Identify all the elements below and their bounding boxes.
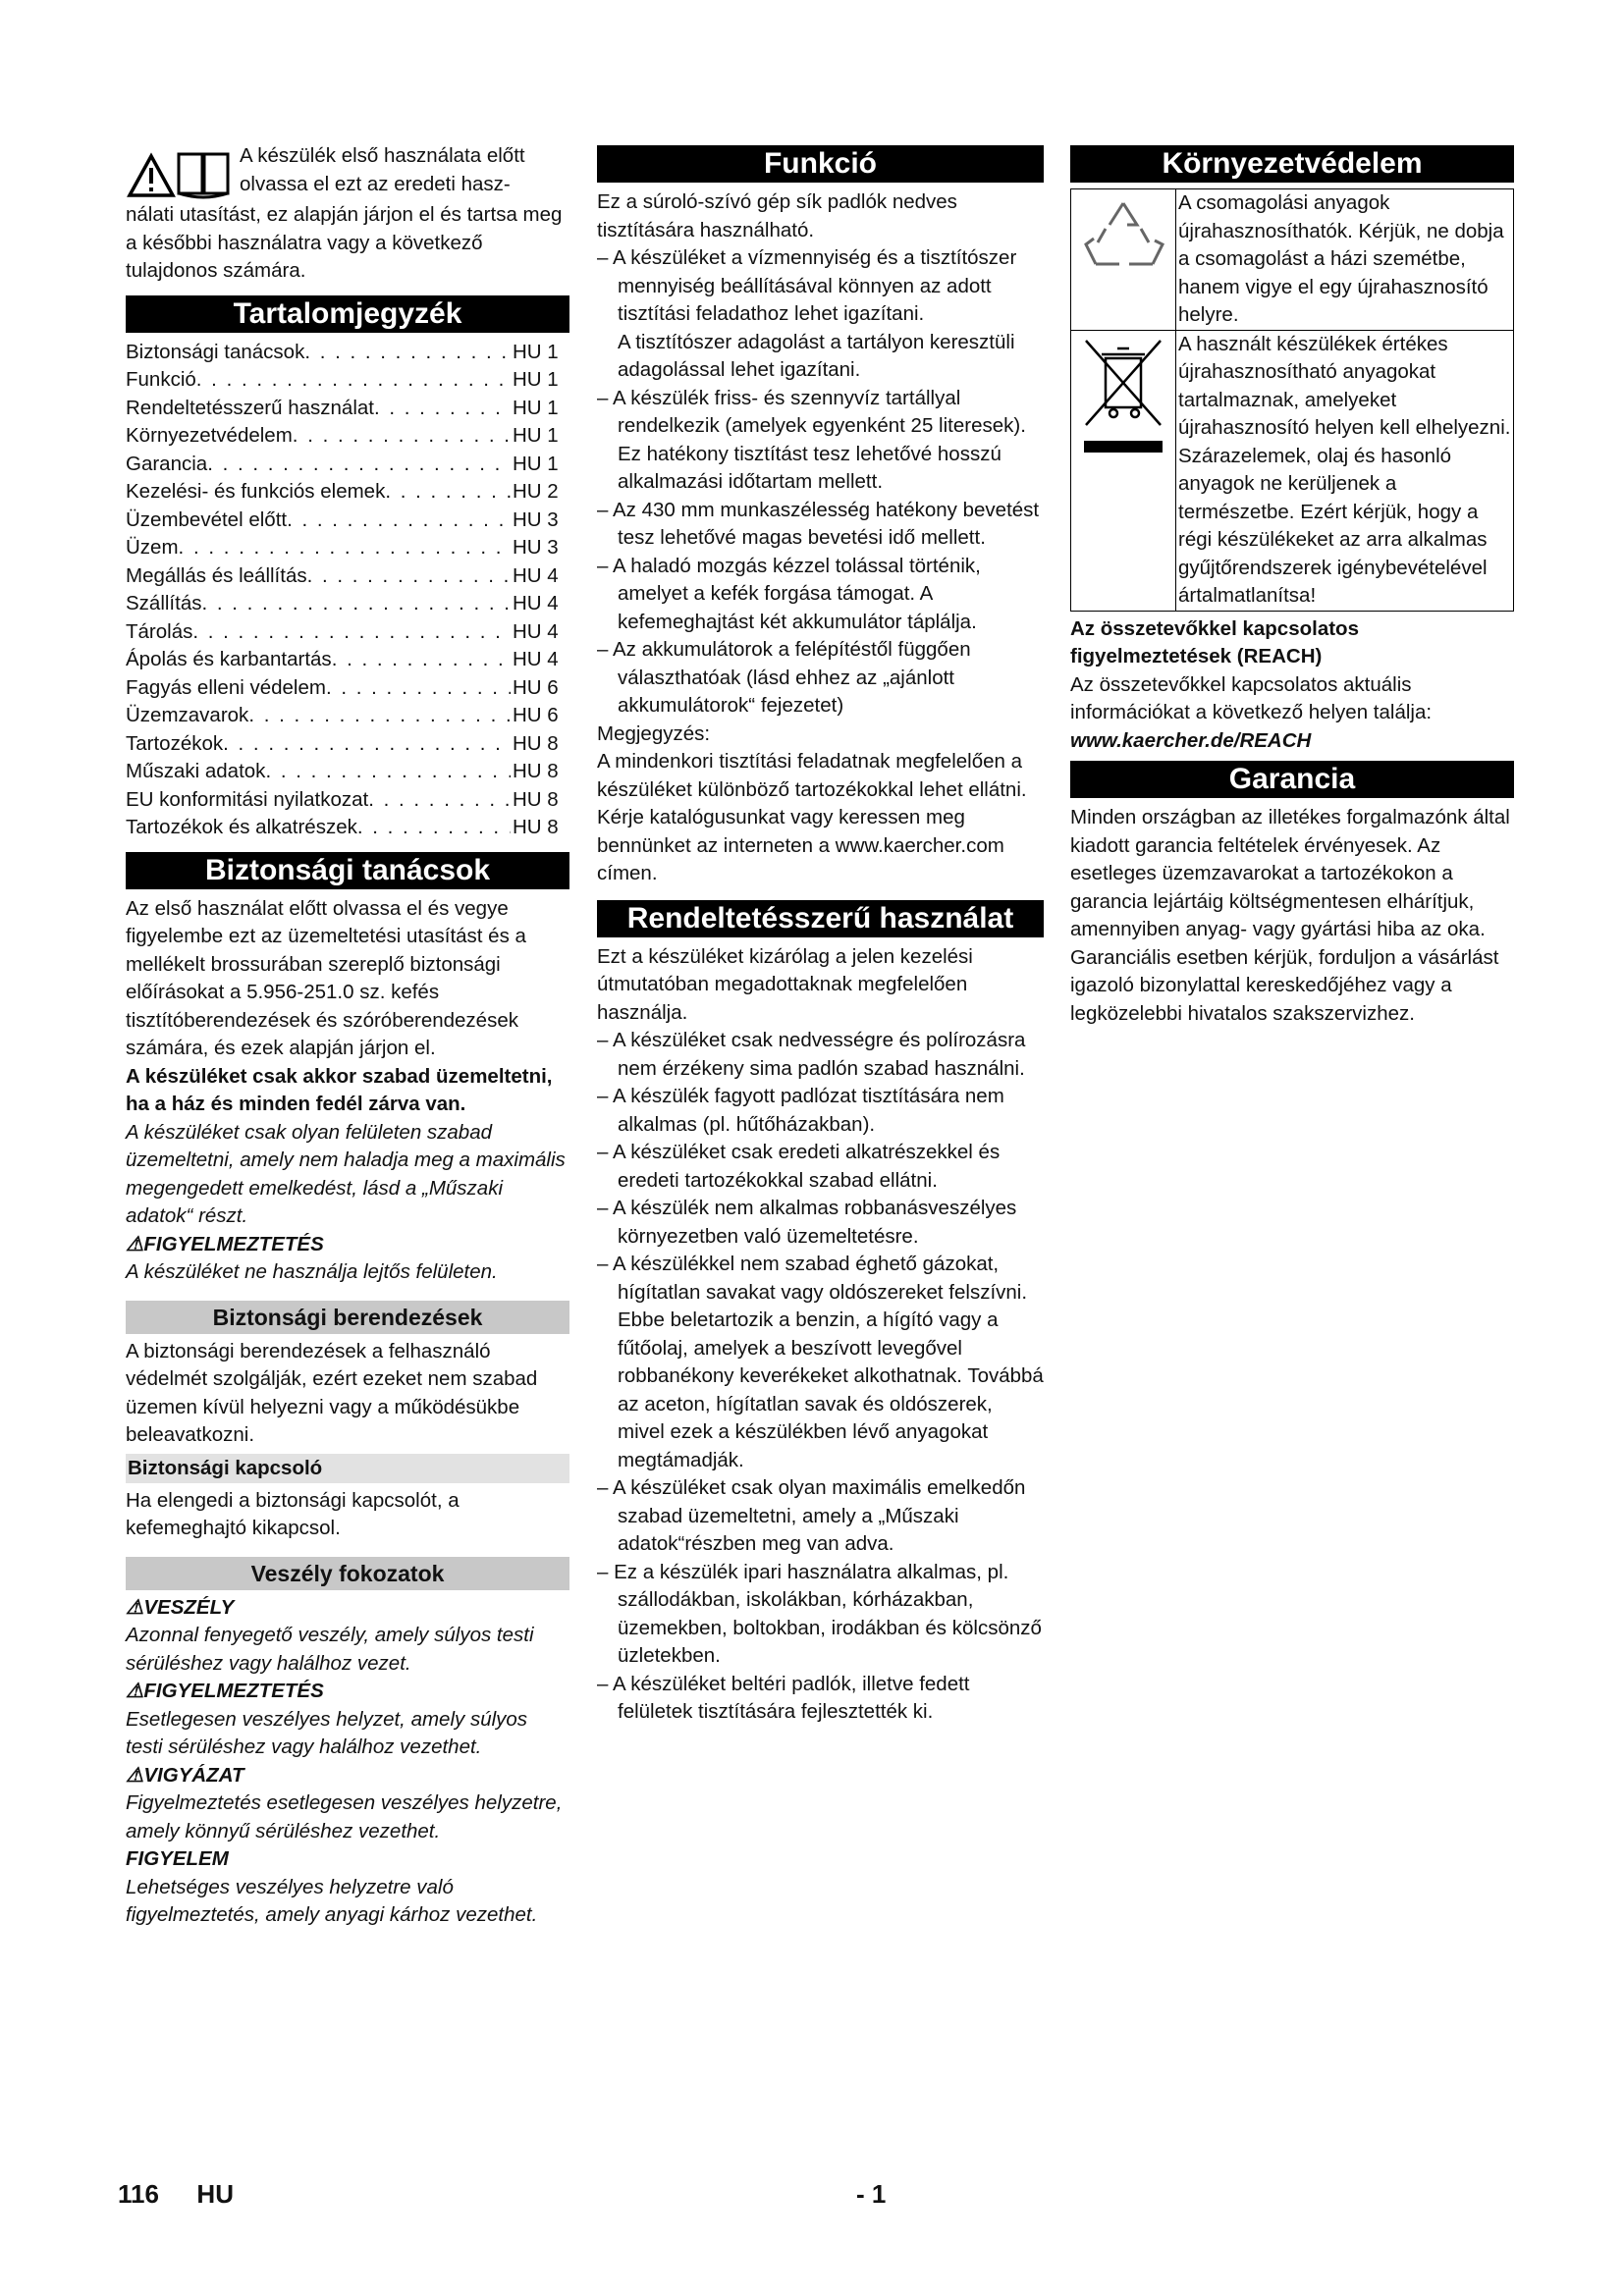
warranty-heading: Garancia: [1070, 761, 1514, 798]
danger-level-text: Azonnal fenyegető veszély, amely súlyos testi sérüléshez vagy halálhoz vezet.: [126, 1624, 534, 1675]
toc-leader: [223, 730, 511, 759]
list-item-text: A készüléket csak nedvességre és polírozásra nem érzékeny sima padlón szabad használni.: [612, 1029, 1026, 1080]
toc-item-page: HU 1: [513, 340, 559, 363]
danger-levels-heading: Veszély fokozatok: [126, 1557, 569, 1590]
danger-levels: [126, 1594, 569, 1930]
list-item: [597, 1559, 1044, 1671]
toc-item-page: HU 6: [513, 704, 559, 726]
toc-item[interactable]: [126, 702, 569, 730]
toc-item-title: EU konformitási nyilatkozat: [126, 787, 369, 811]
dash-bullet: –: [597, 1029, 613, 1051]
list-item: [597, 1195, 1044, 1251]
danger-level-label: ⚠VESZÉLY: [126, 1595, 235, 1619]
function-note-1: A mindenkori tisztítási feladatnak megfelelően a készüléket különböző tartozékokkal lehet ellátni.: [597, 750, 1027, 801]
list-item-text: Az akkumulátorok a felépítéstől függően választhatóak (lásd ehhez az „ajánlott akkumulátorok“ fejezetet): [612, 638, 971, 717]
toc-item-page: HU 4: [513, 592, 559, 614]
footer-page: [118, 2179, 234, 2210]
toc-item-page: HU 8: [513, 731, 559, 755]
toc-item[interactable]: [126, 366, 569, 395]
toc-leader: [287, 507, 511, 535]
dash-bullet: –: [597, 498, 613, 521]
toc-item-title: Tartozékok: [126, 731, 224, 755]
list-item: [597, 553, 1044, 637]
toc-leader: [196, 366, 511, 395]
toc-leader: [248, 702, 511, 730]
toc-heading: Tartalomjegyzék: [126, 295, 569, 333]
toc-item-title: Környezetvédelem: [126, 424, 293, 447]
toc-item[interactable]: [126, 507, 569, 535]
toc-item-page: HU 3: [513, 536, 559, 559]
toc-item-title: Ápolás és karbantartás: [126, 648, 332, 670]
list-item-text: A készüléket csak eredeti alkatrészekkel és eredeti tartozékokkal szabad ellátni.: [612, 1141, 1001, 1192]
toc-leader: [293, 422, 511, 451]
toc-item[interactable]: [126, 646, 569, 674]
toc-item-page: HU 1: [513, 368, 559, 391]
environment-table: [1070, 188, 1514, 612]
list-item-text: A készüléket csak olyan maximális emelkedőn szabad üzemeltetni, amely a „Műszaki adatok“részben meg van adva.: [612, 1476, 1026, 1555]
danger-level-text: Figyelmeztetés esetlegesen veszélyes helyzetre, amely könnyű sérüléshez vezethet.: [126, 1791, 563, 1842]
list-item-subtext: Ebbe beletartozik a benzin, a hígító vagy a fűtőolaj, amelyek a beszívott levegővel robbanékony keverékeket alkothatnak. Továbbá az aceton, hígítatlan savak és oldószerek, mivel ezek a készülékben lévő anyagokat megtámadják.: [618, 1308, 1044, 1471]
list-item: [597, 1139, 1044, 1195]
list-item: [597, 1474, 1044, 1559]
toc-item-page: HU 1: [513, 424, 559, 447]
toc-leader: [201, 590, 511, 618]
toc-item-page: HU 8: [513, 760, 559, 782]
warranty-text: Minden országban az illetékes forgalmazónk által kiadott garancia feltételek érvényesek. Az esetleges üzemzavarokat a tartozékokon a garancia lejártáig költségmentesen elhárítjuk, amennyiben anyag- vagy gyártási hiba az oka. Garanciális esetben kérjük, forduljon a vásárlást igazoló bizonylattal kereskedőjéhez vagy a legközelebbi hivatalos szakszervizhez.: [1070, 806, 1510, 1025]
danger-level-label: ⚠VIGYÁZAT: [126, 1763, 244, 1787]
intro-rest: nálati utasítást, ez alapján járjon el és tartsa meg a későbbi használatra vagy a következő tulajdonos számára.: [126, 203, 563, 282]
toc-leader: [326, 674, 511, 703]
list-item: [597, 1251, 1044, 1307]
safety-switch-heading: Biztonsági kapcsoló: [126, 1454, 569, 1483]
toc-leader: [385, 478, 511, 507]
danger-level-label: FIGYELEM: [126, 1847, 229, 1870]
intro: [126, 142, 569, 286]
intended-use-heading: Rendeltetésszerű használat: [597, 900, 1044, 937]
dash-bullet: –: [597, 554, 613, 577]
function-note-2: Kérje katalógusunkat vagy keressen meg bennünket az interneten a www.kaercher.com címen.: [597, 806, 1004, 884]
toc-item-title: Fagyás elleni védelem: [126, 675, 326, 699]
list-item: [597, 636, 1044, 721]
toc-leader: [179, 534, 511, 562]
toc-item-page: HU 4: [513, 563, 559, 587]
toc-leader: [374, 395, 511, 423]
safety-heading: Biztonsági tanácsok: [126, 852, 569, 889]
dash-bullet: –: [597, 1672, 613, 1695]
toc-item-title: Szállítás: [126, 592, 202, 614]
dash-bullet: –: [597, 1476, 613, 1499]
weee-text: A használt készülékek értékes újrahasznosítható anyagokat tartalmaznak, amelyeket újrahasznosító helyen kell elhelyezni. Szárazelemek, olaj és hasonló anyagok ne kerüljenek a természetbe. Ezért kérjük, hogy a régi készülékeket az arra alkalmas gyűjtőrendszerek igénybevételével ártalmatlanítsa!: [1176, 330, 1514, 611]
toc-item[interactable]: [126, 786, 569, 815]
list-item-text: A készüléket a vízmennyiség és a tisztítószer mennyiség beállításával könnyen az adott tisztítási feladathoz lehet igazítani.: [612, 246, 1017, 325]
danger-level-label: ⚠FIGYELMEZTETÉS: [126, 1680, 324, 1702]
function-note-label: Megjegyzés:: [597, 721, 711, 745]
safety-switch-text: Ha elengedi a biztonsági kapcsolót, a kefemeghajtó kikapcsol.: [126, 1488, 460, 1539]
safety-paragraph-1: Az első használat előtt olvassa el és vegye figyelembe ezt az üzemeltetési utasítást és a mellékelt brossurában szereplő biztonsági előírásokat a 5.956-251.0 sz. kefés tisztítóberendezések és szóróberendezések számára, és ezek alapján járjon el.: [126, 896, 526, 1059]
left-column: [126, 142, 569, 1930]
toc-item-title: Üzembevétel előtt: [126, 507, 288, 531]
function-heading: Funkció: [597, 145, 1044, 183]
toc-item-title: Megállás és leállítás: [126, 563, 307, 587]
dash-bullet: –: [597, 1141, 613, 1163]
intro-line-1: A készülék első használata előtt: [240, 144, 525, 167]
toc-item-title: Tartozékok és alkatrészek: [126, 816, 357, 838]
list-item-text: A készülék friss- és szennyvíz tartállyal rendelkezik (amelyek egyenként 25 literesek). Ez hatékony tisztítást tesz lehetővé hosszú alkalmazási időtartam mellett.: [612, 386, 1026, 493]
middle-column: [597, 142, 1044, 1727]
toc-item[interactable]: [126, 814, 569, 842]
toc-item[interactable]: [126, 618, 569, 647]
intended-use-intro: Ezt a készüléket kizárólag a jelen kezelési útmutatóban megadottaknak megfelelően használja.: [597, 944, 973, 1024]
toc-item[interactable]: [126, 339, 569, 367]
toc-item-title: Biztonsági tanácsok: [126, 340, 305, 363]
safety-paragraph-3: A készüléket csak olyan felületen szabad üzemeltetni, amely nem haladja meg a maximális megengedett emelkedést, lásd a „Műszaki adatok“ részt.: [126, 1120, 566, 1227]
dash-bullet: –: [597, 1085, 613, 1107]
list-item-text: A készülék fagyott padlózat tisztítására nem alkalmas (pl. hűtőházakban).: [612, 1085, 1004, 1136]
toc-item[interactable]: [126, 590, 569, 618]
danger-level-text: Esetlegesen veszélyes helyzet, amely súlyos testi sérüléshez vagy halálhoz vezethet.: [126, 1707, 528, 1758]
toc-leader: [265, 758, 511, 786]
toc-item-page: HU 1: [513, 452, 559, 475]
toc-item[interactable]: [126, 422, 569, 451]
toc-item-page: HU 8: [513, 816, 559, 838]
toc-item-page: HU 8: [513, 787, 559, 811]
safety-warning-text: A készüléket ne használja lejtős felületen.: [126, 1260, 498, 1283]
reach-text: Az összetevőkkel kapcsolatos aktuális információkat a következő helyen találja:: [1070, 672, 1433, 723]
list-item-subtext: A tisztítószer adagolást a tartályon keresztüli adagolással lehet igazítani.: [618, 330, 1015, 381]
function-intro: Ez a súroló-szívó gép sík padlók nedves tisztítására használható.: [597, 190, 957, 241]
toc-item-title: Tárolás: [126, 619, 193, 643]
toc-item-page: HU 1: [513, 396, 559, 419]
toc-item-title: Üzemzavarok: [126, 704, 249, 726]
list-item-text: A készüléket beltéri padlók, illetve fedett felületek tisztítására fejlesztették ki.: [612, 1672, 970, 1723]
toc-item[interactable]: [126, 451, 569, 479]
toc-item[interactable]: [126, 562, 569, 591]
toc-item-title: Rendeltetésszerű használat: [126, 396, 374, 419]
toc-item-title: Funkció: [126, 368, 196, 391]
list-item-text: Ez a készülék ipari használatra alkalmas, pl. szállodákban, iskolákban, kórházakban, üzemekben, boltokban, irodákban és kölcsönző üzletekben.: [614, 1560, 1042, 1667]
danger-level-text: Lehetséges veszélyes helyzetre való figyelmeztetés, amely anyagi kárhoz vezethet.: [126, 1875, 538, 1926]
intended-use-list: [597, 1027, 1044, 1727]
list-item: [597, 1083, 1044, 1139]
list-item: [597, 1027, 1044, 1083]
toc-item-page: HU 4: [513, 648, 559, 670]
footer-page-number: 116: [118, 2179, 159, 2209]
dash-bullet: –: [597, 386, 613, 409]
environment-heading: Környezetvédelem: [1070, 145, 1514, 183]
toc-leader: [307, 562, 511, 591]
list-item-text: Az 430 mm munkaszélesség hatékony bevetést tesz lehetővé magas bevetési idő mellett.: [612, 498, 1040, 549]
toc-item[interactable]: [126, 478, 569, 507]
warning-manual-icon: [126, 146, 236, 201]
toc-item-page: HU 2: [513, 480, 559, 503]
dash-bullet: –: [597, 638, 613, 661]
dash-bullet: –: [597, 246, 613, 269]
list-item: [597, 244, 1044, 329]
toc-item-page: HU 3: [513, 507, 559, 531]
dash-bullet: –: [597, 1560, 615, 1583]
safety-devices-text: A biztonsági berendezések a felhasználó védelmét szolgálják, ezért ezeket nem szabad üzemen kívül helyezni vagy a működésükbe beleavatkozni.: [126, 1339, 538, 1446]
toc-list: [126, 339, 569, 842]
list-item: [597, 385, 1044, 497]
toc-item[interactable]: [126, 730, 569, 759]
safety-paragraph-2: A készüléket csak akkor szabad üzemeltetni, ha a ház és minden fedél zárva van.: [126, 1064, 553, 1115]
list-item-text: A készülékkel nem szabad éghető gázokat, hígítatlan savakat vagy oldószereket felszívni.: [612, 1253, 1028, 1304]
toc-item[interactable]: [126, 395, 569, 423]
intro-line-2: olvassa el ezt az eredeti hasz-: [240, 172, 511, 195]
dash-bullet: –: [597, 1197, 613, 1219]
list-item: [597, 1671, 1044, 1727]
toc-leader: [357, 814, 511, 842]
toc-item-title: Kezelési- és funkciós elemek: [126, 480, 386, 503]
reach-title: Az összetevőkkel kapcsolatos figyelmeztetések (REACH): [1070, 616, 1359, 667]
toc-item-page: HU 4: [513, 619, 559, 643]
right-column: [1070, 142, 1514, 1028]
toc-leader: [207, 451, 511, 479]
toc-leader: [332, 646, 511, 674]
list-item: [597, 497, 1044, 553]
toc-item-title: Műszaki adatok: [126, 760, 266, 782]
dash-bullet: –: [597, 1253, 613, 1275]
reach-link[interactable]: www.kaercher.de/REACH: [1070, 728, 1312, 752]
toc-item[interactable]: [126, 674, 569, 703]
toc-item[interactable]: [126, 534, 569, 562]
list-item-text: A készülék nem alkalmas robbanásveszélyes környezetben való üzemeltetésre.: [612, 1197, 1017, 1248]
safety-devices-heading: Biztonsági berendezések: [126, 1301, 569, 1334]
toc-item-title: Üzem: [126, 536, 179, 559]
toc-leader: [368, 786, 511, 815]
list-item-text: A haladó mozgás kézzel tolással történik, amelyet a kefék forgása támogat. A kefemeghajtást két akkumulátor táplálja.: [612, 554, 981, 633]
footer-language: HU: [196, 2179, 234, 2209]
recycle-icon: [1076, 189, 1170, 284]
safety-warning-label: ⚠FIGYELMEZTETÉS: [126, 1232, 324, 1255]
function-list: [597, 244, 1044, 721]
toc-leader: [304, 339, 511, 367]
toc-item-title: Garancia: [126, 452, 208, 475]
crossed-bin-icon: [1076, 331, 1170, 468]
toc-item[interactable]: [126, 758, 569, 786]
recycle-text: A csomagolási anyagok újrahasznosíthatók. Kérjük, ne dobja a csomagolást a házi szemétbe, hanem vigye el egy újrahasznosító helyre.: [1176, 189, 1514, 331]
toc-item-page: HU 6: [513, 675, 559, 699]
footer-center-page: - 1: [856, 2179, 887, 2209]
toc-leader: [192, 618, 511, 647]
